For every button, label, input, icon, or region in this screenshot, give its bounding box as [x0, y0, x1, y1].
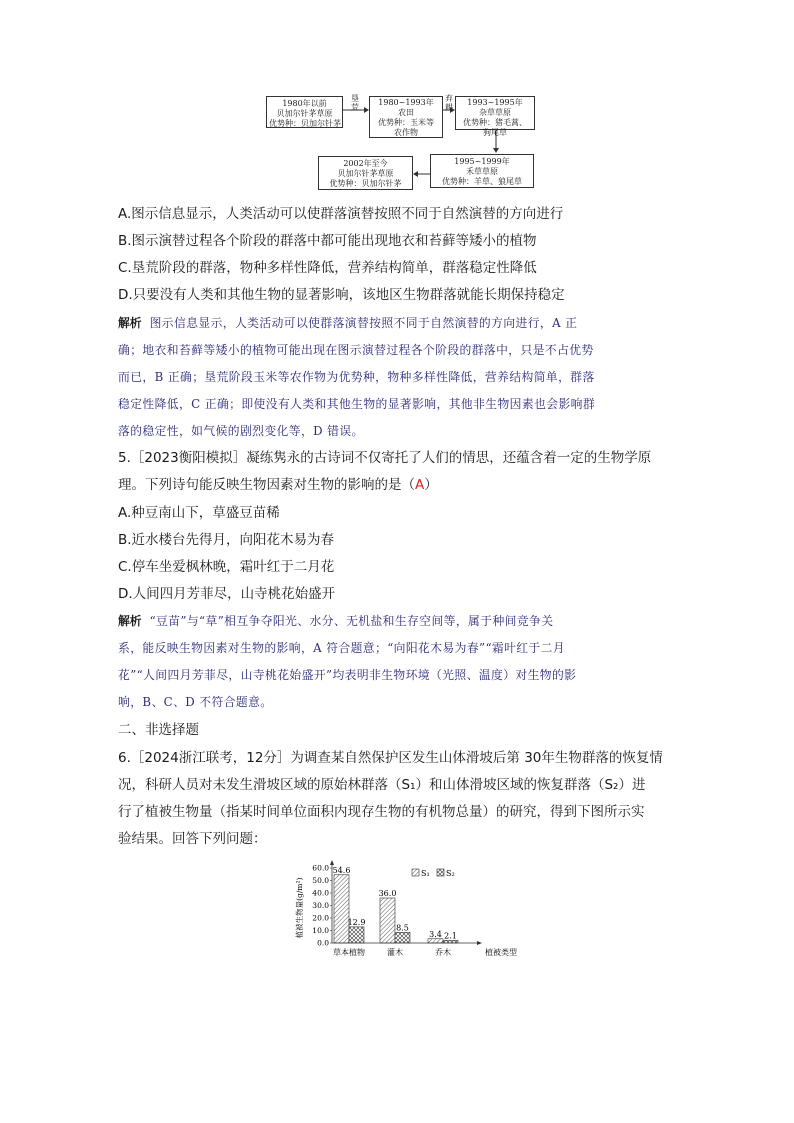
q4-analysis-line: 确；地衣和苔藓等矮小的植物可能出现在图示演替过程各个阶段的群落中，只是不占优势 — [118, 343, 594, 357]
q4-analysis-line — [118, 314, 577, 332]
x-axis-label: 植被类型 — [485, 948, 517, 957]
flow-box-text: 1995~1999年 — [454, 157, 510, 166]
flow-box-text: 优势种：贝加尔针茅 — [329, 179, 402, 188]
flow-box-farmland — [369, 96, 443, 138]
flow-label-abandon — [444, 94, 454, 112]
bar-value-label: 2.1 — [444, 931, 457, 941]
flow-box-text: 狗尾草 — [483, 128, 507, 137]
x-axis-arrow — [477, 941, 482, 945]
q4-option-b: B.图示演替过程各个阶段的群落中都可能出现地衣和苔藓等矮小的植物 — [118, 233, 537, 249]
q5-option-a: A.种豆南山下，草盛豆苗稀 — [118, 505, 280, 521]
flow-box-text: 农作物 — [394, 128, 418, 137]
flow-box-text: 优势种：羊草、狼尾草 — [442, 177, 522, 186]
biomass-bar-chart — [292, 858, 522, 962]
legend-label-s1: S₁ — [421, 869, 430, 878]
bar-S₂-灌木 — [395, 932, 410, 943]
legend-swatch-s2 — [437, 869, 444, 876]
y-tick-label: 20.0 — [312, 913, 329, 923]
q6-stem-line: 行了植被生物量（指某时间单位面积内现存生物的有机物总量）的研究，得到下图所示实 — [118, 804, 645, 820]
bar-value-label: 36.0 — [378, 889, 397, 898]
q6-stem-line: 验结果。回答下列问题： — [118, 831, 267, 847]
flow-box-weed-grassland — [455, 96, 535, 137]
q4-analysis-line: 而已，B 正确；垦荒阶段玉米等农作物为优势种，物种多样性降低，营养结构简单，群落 — [118, 370, 595, 384]
flow-label-reclaim — [350, 94, 360, 112]
section-heading: 二、非选择题 — [118, 722, 199, 738]
q4-option-a: A.图示信息显示，人类活动可以使群落演替按照不同于自然演替的方向进行 — [118, 206, 564, 222]
y-tick-label: 0.0 — [317, 938, 329, 948]
q5-option-d: D.人间四月芳菲尽，山寺桃花始盛开 — [118, 586, 336, 602]
q4-option-c: C.垦荒阶段的群落，物种多样性降低，营养结构简单，群落稳定性降低 — [118, 260, 537, 276]
q4-analysis-label: 解析 — [118, 316, 142, 330]
flow-box-text: 优势种：玉米等 — [378, 118, 434, 127]
flow-box-text: 2002年至今 — [343, 159, 388, 168]
q5-stem-text: 理。下列诗句能反映生物因素对生物的影响的是（ — [118, 477, 415, 493]
bar-S₁-灌木 — [380, 898, 395, 943]
q5-answer: A — [415, 477, 425, 493]
flow-box-text: 禾草草原 — [466, 167, 498, 176]
q5-analysis-line — [118, 612, 553, 630]
flow-box-text: 1980年以前 — [282, 99, 327, 108]
bar-S₁-草本植物 — [334, 875, 349, 943]
legend-swatch-s1 — [412, 869, 419, 876]
bar-value-label: 12.9 — [347, 917, 366, 927]
y-tick-label: 40.0 — [312, 888, 329, 898]
flow-box-text: 贝加尔针茅草原 — [337, 169, 394, 178]
flow-box-text: 优势种：猪毛蒿、 — [463, 118, 527, 127]
q5-stem-text: ） — [424, 477, 438, 493]
q5-option-c: C.停车坐爱枫林晚，霜叶红于二月花 — [118, 559, 335, 575]
bar-value-label: 3.4 — [429, 929, 442, 939]
flow-box-2002-present — [318, 156, 413, 190]
q4-analysis-line: 落的稳定性，如气候的剧烈变化等，D 错误。 — [118, 424, 364, 438]
flow-label-text: 弃耕 — [445, 94, 453, 112]
q5-stem-line1: 5.［2023衡阳模拟］凝练隽永的古诗词不仅寄托了人们的情思，还蕴含着一定的生物学原 — [118, 450, 652, 466]
bar-S₂-草本植物 — [349, 927, 364, 943]
y-tick-label: 60.0 — [312, 863, 329, 873]
flow-box-text: 优势种：贝加尔针茅 — [269, 119, 341, 128]
q5-stem-line2 — [118, 475, 438, 495]
flow-box-text: 1980~1993年 — [378, 98, 434, 107]
y-tick-label: 30.0 — [312, 901, 329, 910]
bar-S₁-乔木 — [428, 939, 443, 943]
q5-analysis-line: 系，能反映生物因素对生物的影响，A 符合题意；“向阳花木易为春”“霜叶红于二月 — [118, 641, 566, 655]
flow-box-text: 农田 — [398, 108, 414, 117]
x-category-label: 灌木 — [387, 948, 403, 957]
q6-stem-line: 况，科研人员对未发生滑坡区域的原始林群落（S₁）和山体滑坡区域的恢复群落（S₂）进 — [118, 777, 646, 793]
x-category-label: 乔木 — [435, 948, 451, 957]
succession-flow-diagram — [260, 92, 540, 196]
flow-box-text: 贝加尔针茅草原 — [276, 109, 333, 118]
q4-analysis-text: 图示信息显示，人类活动可以使群落演替按照不同于自然演替的方向进行，A 正 — [149, 316, 578, 330]
flow-label-text: 垦荒 — [351, 94, 359, 112]
legend-label-s2: S₂ — [446, 869, 455, 878]
bar-value-label: 54.6 — [332, 865, 351, 875]
q5-analysis-text: “豆苗”与“草”相互争夺阳光、水分、无机盐和生存空间等，属于种间竞争关 — [149, 614, 554, 628]
q5-option-b: B.近水楼台先得月，向阳花木易为春 — [118, 532, 335, 548]
q5-analysis-line: 响，B、C、D 不符合题意。 — [118, 695, 273, 709]
y-tick-label: 50.0 — [312, 876, 329, 885]
q6-stem-line: 6.［2024浙江联考，12分］为调查某自然保护区发生山体滑坡后第 30年生物群落的恢复情 — [118, 750, 663, 766]
y-axis-arrow — [330, 860, 334, 865]
q5-analysis-line: 花”“人间四月芳菲尽，山寺桃花始盛开”均表明非生物环境（光照、温度）对生物的影 — [118, 668, 577, 682]
q5-analysis-label: 解析 — [118, 614, 142, 628]
chart-svg — [292, 858, 522, 962]
x-category-label: 草本植物 — [333, 948, 365, 957]
flow-box-text: 1993~1995年 — [467, 98, 523, 107]
flow-box-grass-grassland — [430, 154, 534, 188]
y-axis-label: 植被生物量(g/m²) — [295, 877, 304, 939]
flow-box-1980-before — [266, 96, 343, 128]
y-tick-label: 10.0 — [312, 926, 329, 935]
q4-option-d: D.只要没有人类和其他生物的显著影响，该地区生物群落就能长期保持稳定 — [118, 287, 565, 303]
flow-box-text: 杂草草原 — [479, 108, 511, 117]
bar-value-label: 8.5 — [396, 923, 409, 933]
q4-analysis-line: 稳定性降低，C 正确；即使没有人类和其他生物的显著影响，其他非生物因素也会影响群 — [118, 397, 596, 411]
